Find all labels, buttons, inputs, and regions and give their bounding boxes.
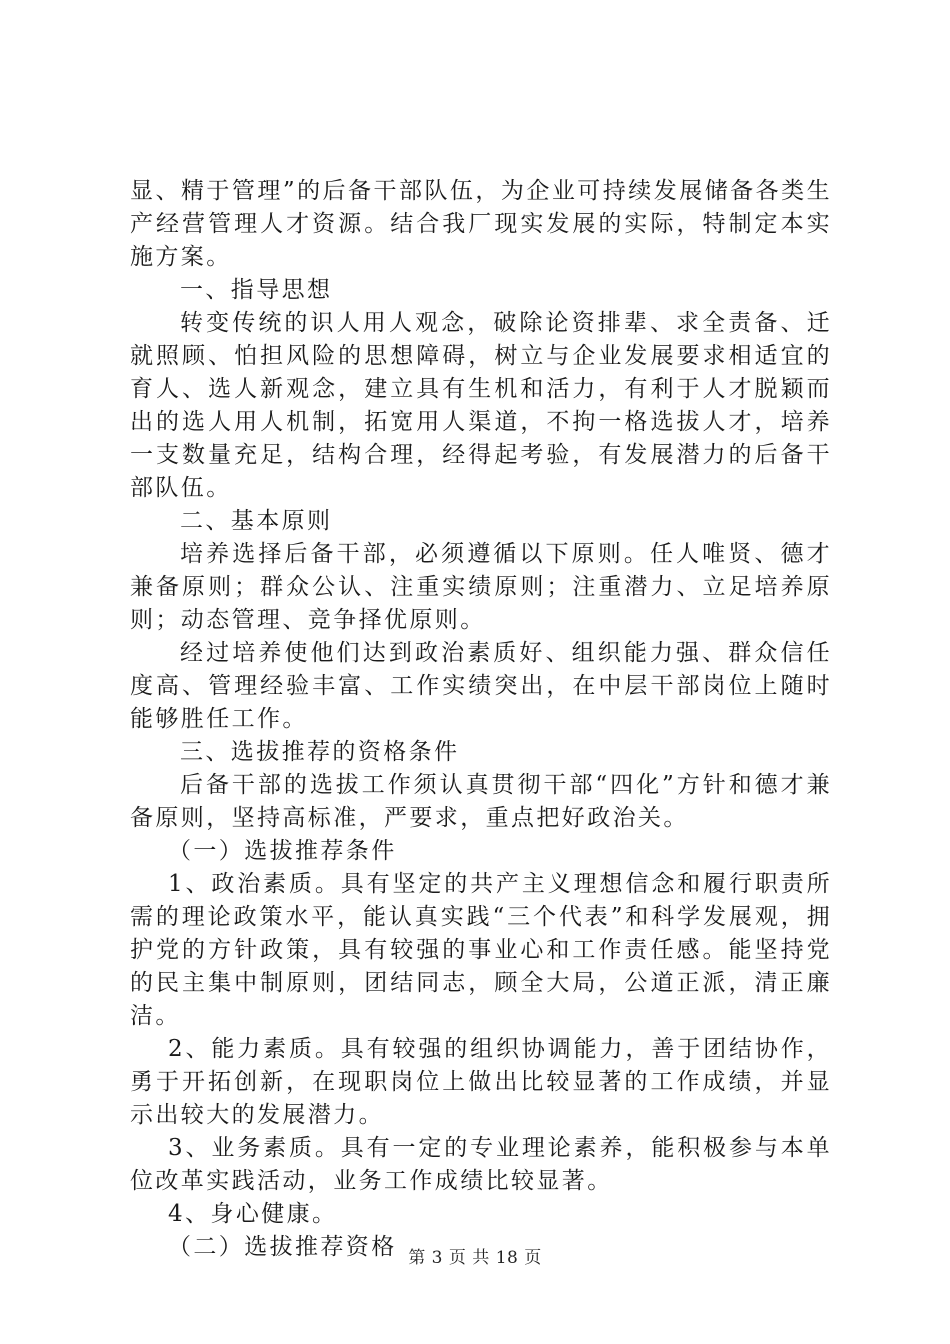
page-number-footer: 第 3 页 共 18 页 <box>408 1248 542 1268</box>
paragraph-guiding-ideology: 转变传统的识人用人观念，破除论资排辈、求全责备、迁就照顾、怕担风险的思想障碍，树立与企业发展要求相适宜的育人、选人新观念，建立具有生机和活力，有利于人才脱颖而出的选人用人机制，拓宽用人渠道，不拘一格选拔人才，培养一支数量充足，结构合理，经得起考验，有发展潜力的后备干部队伍。 <box>130 310 832 501</box>
section-heading-guiding-ideology: 一、指导思想 <box>180 277 333 303</box>
section-heading-basic-principles: 二、基本原则 <box>180 508 333 534</box>
list-item-political-quality: 1、政治素质。具有坚定的共产主义理想信念和履行职责所需的理论政策水平，能认真实践“三个代表”和科学发展观，拥护党的方针政策，具有较强的事业心和工作责任感。能坚持党的民主集中制原则，团结同志，顾全大局，公道正派，清正廉洁。 <box>130 871 832 1029</box>
paragraph-training-goal: 经过培养使他们达到政治素质好、组织能力强、群众信任度高、管理经验丰富、工作实绩突出，在中层干部岗位上随时能够胜任工作。 <box>130 640 832 732</box>
list-item-health: 4、身心健康。 <box>168 1201 338 1227</box>
paragraph-selection-policy: 后备干部的选拔工作须认真贯彻干部“四化”方针和德才兼备原则，坚持高标准，严要求，重点把好政治关。 <box>130 772 832 831</box>
section-heading-qualifications: 三、选拔推荐的资格条件 <box>180 739 460 765</box>
subsection-heading-conditions: （一）选拔推荐条件 <box>168 838 397 864</box>
subsection-heading-eligibility: （二）选拔推荐资格 <box>168 1234 397 1260</box>
list-item-professional-quality: 3、业务素质。具有一定的专业理论素养，能积极参与本单位改革实践活动，业务工作成绩比较显著。 <box>130 1135 832 1194</box>
paragraph-principles: 培养选择后备干部，必须遵循以下原则。任人唯贤、德才兼备原则；群众公认、注重实绩原则；注重潜力、立足培养原则；动态管理、竞争择优原则。 <box>130 541 832 633</box>
document-body <box>130 175 832 1264</box>
paragraph-continuation: 显、精于管理”的后备干部队伍，为企业可持续发展储备各类生产经营管理人才资源。结合我厂现实发展的实际，特制定本实施方案。 <box>130 178 832 270</box>
list-item-ability-quality: 2、能力素质。具有较强的组织协调能力，善于团结协作，勇于开拓创新，在现职岗位上做出比较显著的工作成绩，并显示出较大的发展潜力。 <box>130 1036 832 1128</box>
